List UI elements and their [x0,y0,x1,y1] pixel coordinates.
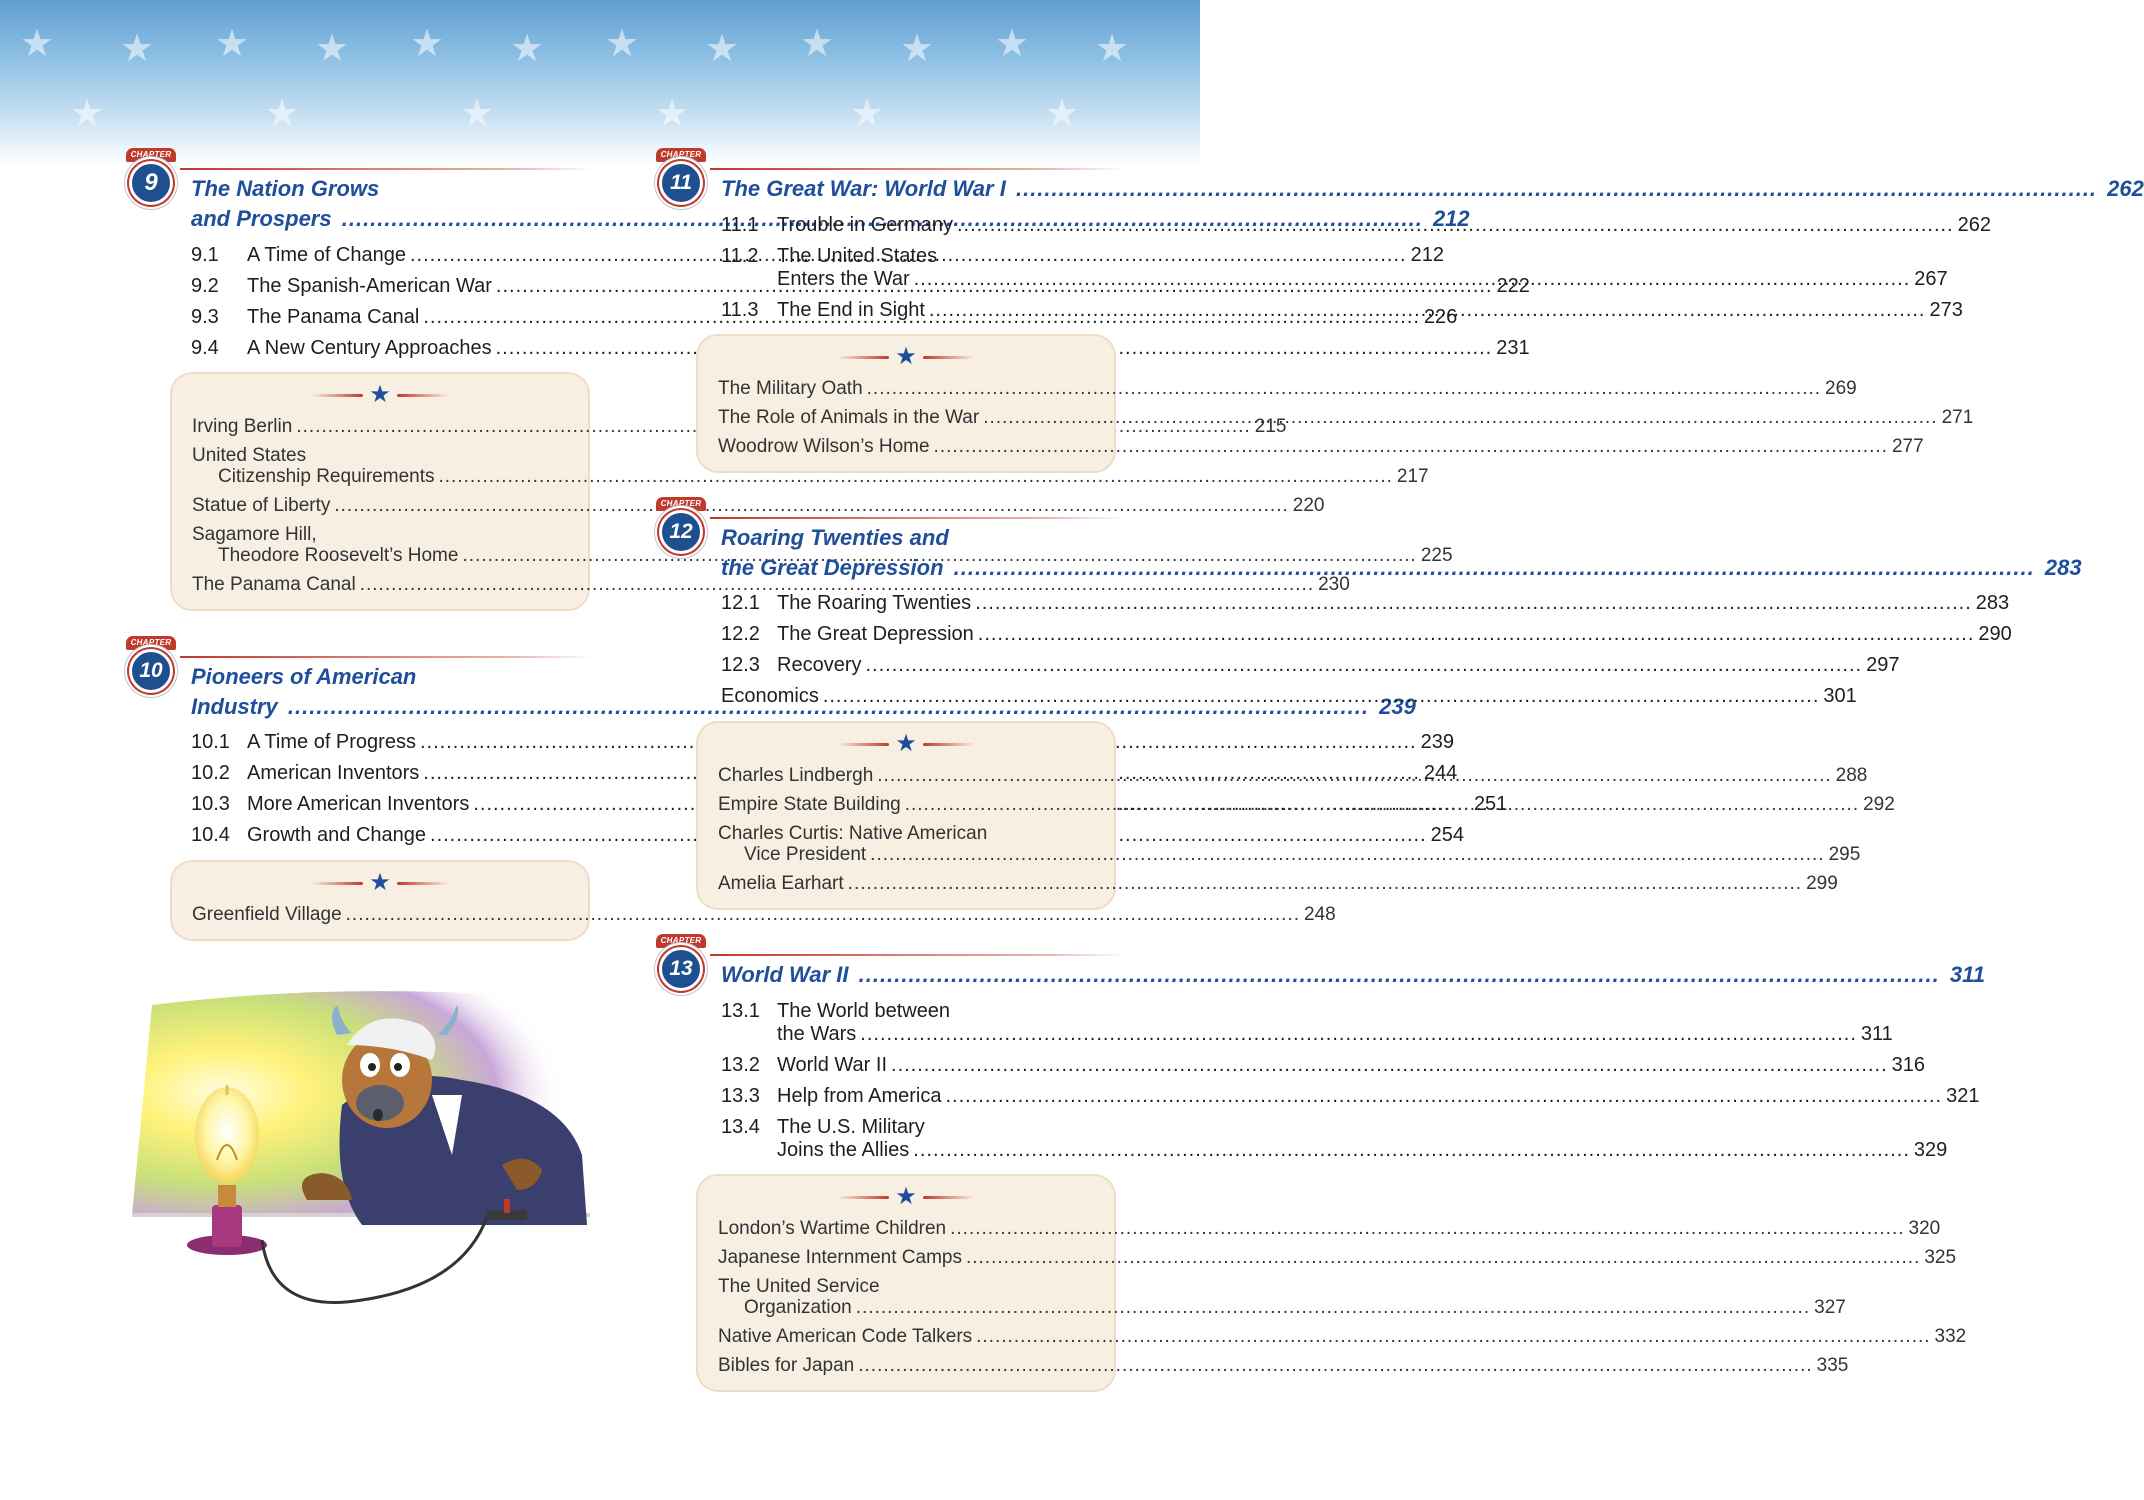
feature-item[interactable]: Bibles for Japan ..... 335 [718,1351,1094,1380]
section-item[interactable]: 9.4 A New Century Approaches ..... 231 [191,333,594,364]
star-icon: ★ [655,93,690,135]
section-item[interactable]: 10.1 A Time of Progress ..... 239 [191,727,594,758]
chapter-label: CHAPTER [126,148,176,162]
chapter-title[interactable]: Pioneers of American Industry ..... 239 [191,662,594,722]
chapter-rule [710,954,1127,956]
section-item[interactable]: 13.3 Help from America ..... 321 [721,1081,1125,1112]
star-icon: ★ [705,28,740,70]
feature-item[interactable]: The Role of Animals in the War ..... 271 [718,403,1094,432]
section-item[interactable]: 10.3 More American Inventors ..... 251 [191,789,594,820]
page-number: 283 [2044,555,2082,580]
star-icon: ★ [20,23,55,65]
star-icon: ★ [315,28,350,70]
feature-box [696,1174,1967,1392]
chapter-badge [652,497,710,565]
star-icon: ★ [1045,93,1080,135]
star-icon: ★ [605,23,640,65]
feature-item[interactable]: Irving Berlin ..... 215 [192,412,568,441]
buffalo-inventor-with-light-bulb-illustration [132,985,590,1335]
section-item[interactable]: 10.2 American Inventors ..... 244 [191,758,594,789]
feature-item[interactable]: Amelia Earhart ..... 299 [718,869,1094,898]
star-icon: ★ [895,1183,917,1210]
chapter-number: 12 [659,510,703,554]
chapter-title[interactable]: World War II ..... 311 [721,960,1125,990]
section-item[interactable]: 10.4 Growth and Change ..... 254 [191,820,594,851]
page-number: 212 [1432,206,1470,231]
star-ornament [192,870,568,896]
chapter-badge [122,636,180,704]
chapter-rule [180,656,592,658]
star-icon: ★ [369,381,391,408]
star-ornament [718,1184,1094,1210]
header-banner [0,0,1200,165]
star-icon: ★ [850,93,885,135]
section-item[interactable]: 12.2 The Great Depression ..... 290 [721,619,1125,650]
star-icon: ★ [265,93,300,135]
chapter-title[interactable]: The Nation Grows and Prospers ..... 212 [191,174,594,234]
chapter-rule [180,168,592,170]
star-icon: ★ [900,28,935,70]
feature-item[interactable]: The United Service Organization ..... 327 [718,1276,1094,1318]
section-item[interactable]: 11.1 Trouble in Germany ..... 262 [721,210,1125,241]
feature-item[interactable]: Woodrow Wilson’s Home ..... 277 [718,432,1094,461]
feature-item[interactable]: United States Citizenship Requirements ..... 217 [192,445,568,487]
chapter-number: 9 [129,161,173,205]
chapter-rule [710,517,1127,519]
feature-item[interactable]: Empire State Building ..... 292 [718,790,1094,819]
chapter-title[interactable]: The Great War: World War I ..... 262 [721,174,1125,204]
section-item[interactable]: 9.2 The Spanish-American War ..... 222 [191,271,594,302]
star-ornament [192,382,568,408]
star-icon: ★ [460,93,495,135]
section-item[interactable]: 13.4 The U.S. Military Joins the Allies ..... 329 [721,1116,1125,1162]
chapter-title[interactable]: Roaring Twenties and the Great Depression ..... 283 [721,523,1125,583]
chapter-badge [652,148,710,216]
feature-item[interactable]: Greenfield Village ..... 248 [192,900,568,929]
star-icon: ★ [510,28,545,70]
feature-item[interactable]: Statue of Liberty ..... 220 [192,491,568,520]
chapter-number: 13 [659,947,703,991]
feature-item[interactable]: Charles Curtis: Native American Vice President ..... 295 [718,823,1094,865]
star-icon: ★ [995,23,1030,65]
star-ornament [718,344,1094,370]
section-item[interactable]: 12.1 The Roaring Twenties ..... 283 [721,588,1125,619]
star-icon: ★ [410,23,445,65]
section-list [721,996,1980,1166]
star-ornament [718,731,1094,757]
section-item[interactable]: 13.2 World War II ..... 316 [721,1050,1125,1081]
section-item[interactable]: 11.3 The End in Sight ..... 273 [721,295,1125,326]
star-icon: ★ [70,93,105,135]
chapter-label: CHAPTER [126,636,176,650]
chapter-rule [710,168,1127,170]
page-number: 311 [1949,962,1985,987]
chapter-badge [652,934,710,1002]
feature-item[interactable]: Japanese Internment Camps ..... 325 [718,1243,1094,1272]
buffalo-inventor-illustration [132,985,590,1335]
chapter-label: CHAPTER [656,934,706,948]
section-item[interactable]: 12.3 Recovery ..... 297 [721,650,1125,681]
section-item[interactable]: 9.3 The Panama Canal ..... 226 [191,302,594,333]
feature-item[interactable]: London’s Wartime Children ..... 320 [718,1214,1094,1243]
star-icon: ★ [895,343,917,370]
chapter-number: 10 [129,649,173,693]
feature-item[interactable]: The Military Oath ..... 269 [718,374,1094,403]
star-icon: ★ [1095,28,1130,70]
chapter-number: 11 [659,161,703,205]
star-icon: ★ [120,28,155,70]
feature-item[interactable]: Sagamore Hill, Theodore Roosevelt’s Home ..... 225 [192,524,568,566]
page-number: 239 [1379,694,1416,719]
feature-item[interactable]: Charles Lindbergh ..... 288 [718,761,1094,790]
star-icon: ★ [895,730,917,757]
page-number: 262 [2107,176,2144,201]
star-icon: ★ [369,869,391,896]
feature-item[interactable]: The Panama Canal ..... 230 [192,570,568,599]
chapter-badge [122,148,180,216]
chapter-label: CHAPTER [656,497,706,511]
section-item[interactable]: 11.2 The United States Enters the War ..... 267 [721,245,1125,291]
section-item[interactable]: Economics ..... 301 [721,681,1125,712]
star-icon: ★ [215,23,250,65]
chapter-label: CHAPTER [656,148,706,162]
section-item[interactable]: 13.1 The World between the Wars ..... 311 [721,1000,1125,1046]
feature-item[interactable]: Native American Code Talkers ..... 332 [718,1322,1094,1351]
star-icon: ★ [800,23,835,65]
section-item[interactable]: 9.1 A Time of Change ..... 212 [191,240,594,271]
